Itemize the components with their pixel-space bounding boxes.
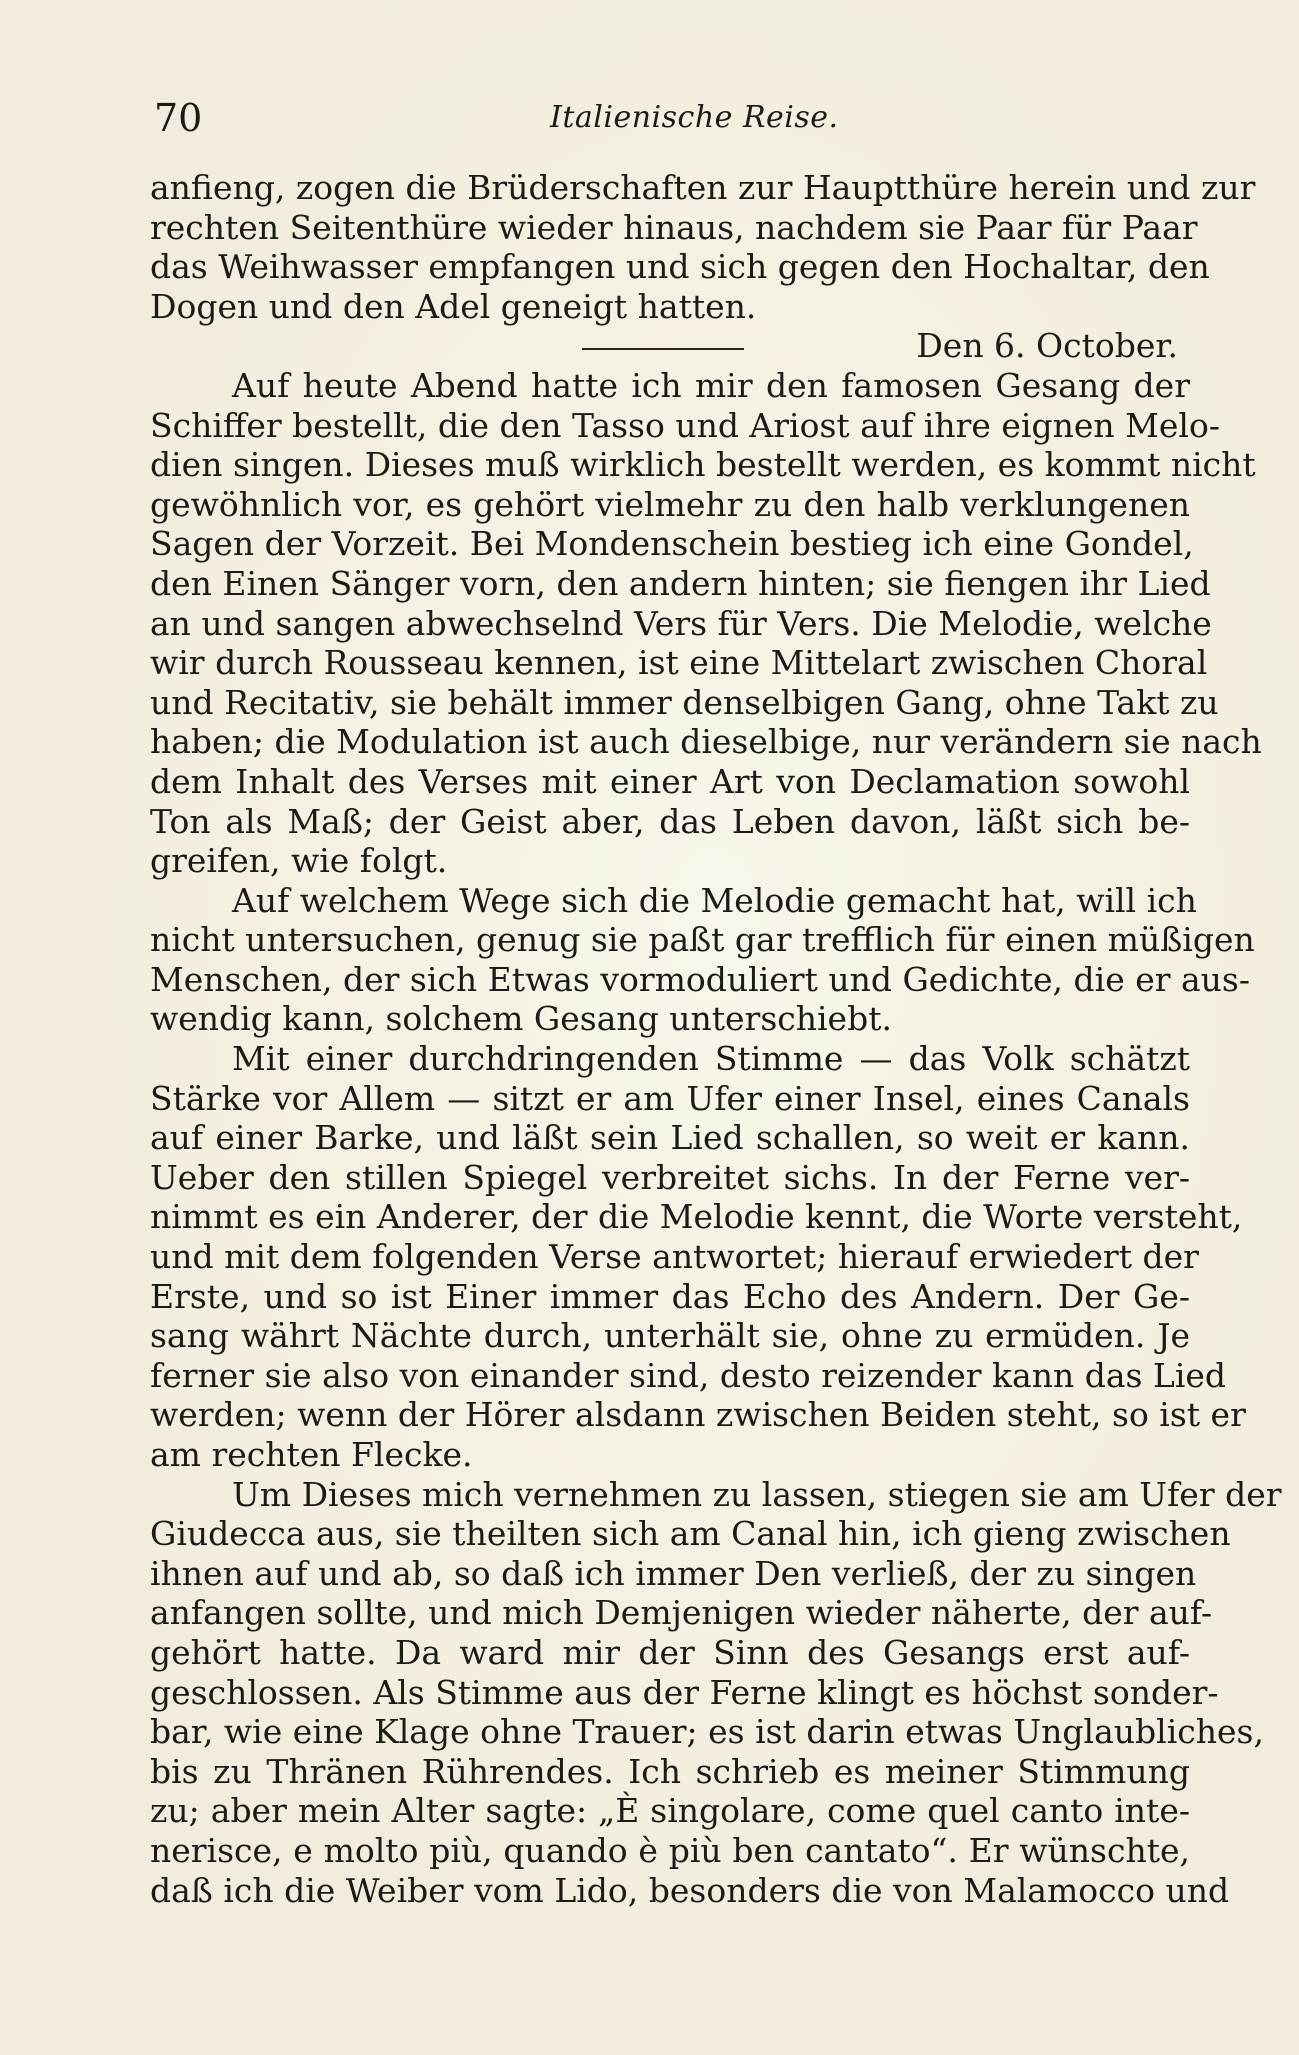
text-line: das Weihwasser empfangen und sich gegen den Hochaltar, den [150,247,1210,287]
text-line: sang währt Nächte durch, unterhält sie, ohne zu ermüden. Je [150,1316,1190,1356]
page-header [150,96,1190,146]
text-line: gewöhnlich vor, es gehört vielmehr zu den halb verklungenen [150,484,1190,524]
text-line: ihnen auf und ab, so daß ich immer Den verließ, der zu singen [150,1553,1197,1593]
text-line: bis zu Thränen Rührendes. Ich schrieb es meiner Stimmung [150,1751,1190,1791]
text-line: Mit einer durchdringenden Stimme — das Volk schätzt [232,1039,1190,1079]
section-break [150,326,1190,366]
text-line: bar, wie eine Klage ohne Trauer; es ist darin etwas Unglaubliches, [150,1712,1264,1752]
text-line: geschlossen. Als Stimme aus der Ferne klingt es höchst sonder- [150,1672,1219,1712]
text-block [150,168,1282,1910]
paragraph-4 [150,1474,1282,1911]
text-line: gehört hatte. Da ward mir der Sinn des Gesangs erst auf- [150,1632,1190,1672]
text-line: Sagen der Vorzeit. Bei Mondenschein bestieg ich eine Gondel, [150,524,1194,564]
text-line: dem Inhalt des Verses mit einer Art von Declamation sowohl [150,761,1190,801]
text-line: Ton als Maß; der Geist aber, das Leben davon, läßt sich be- [150,801,1190,841]
text-line: und Recitativ, sie behält immer denselbigen Gang, ohne Takt zu [150,682,1219,722]
text-line: greifen, wie folgt. [150,841,448,881]
text-line: am rechten Flecke. [150,1435,473,1474]
text-line: den Einen Sänger vorn, den andern hinten; sie fiengen ihr Lied [150,563,1211,603]
text-line: Stärke vor Allem — sitzt er am Ufer einer Insel, eines Canals [150,1078,1190,1118]
paragraph-3 [150,1039,1246,1475]
text-line: Menschen, der sich Etwas vormoduliert und Gedichte, die er aus- [150,959,1251,999]
text-line: Um Dieses mich vernehmen zu lassen, stiegen sie am Ufer der [232,1474,1282,1514]
text-line: anfieng, zogen die Brüderschaften zur Hauptthüre herein und zur [150,168,1256,207]
text-line: Auf welchem Wege sich die Melodie gemacht hat, will ich [232,880,1197,920]
text-line: nicht untersuchen, genug sie paßt gar trefflich für einen müßigen [150,920,1255,960]
text-line: auf einer Barke, und läßt sein Lied schallen, so weit er kann. [150,1118,1190,1158]
paragraph-continuation [150,168,1256,326]
text-line: Auf heute Abend hatte ich mir den famosen Gesang der [232,365,1190,405]
text-line: rechten Seitenthüre wieder hinaus, nachdem sie Paar für Paar [150,207,1198,247]
separator-rule [582,348,744,350]
text-line: Dogen und den Adel geneigt hatten. [150,286,757,326]
text-line: dien singen. Dieses muß wirklich bestellt werden, es kommt nicht [150,445,1256,485]
text-line: nimmt es ein Anderer, der die Melodie kennt, die Worte versteht, [150,1197,1243,1237]
text-line: Schiffer bestellt, die den Tasso und Ariost auf ihre eignen Melo- [150,405,1221,445]
text-line: Ueber den stillen Spiegel verbreitet sichs. In der Ferne ver- [150,1157,1190,1197]
text-line: wendig kann, solchem Gesang unterschiebt. [150,999,892,1039]
text-line: Giudecca aus, sie theilten sich am Canal hin, ich gieng zwischen [150,1514,1231,1554]
text-line: anfangen sollte, und mich Demjenigen wieder näherte, der auf- [150,1593,1213,1633]
text-line: haben; die Modulation ist auch dieselbige, nur verändern sie nach [150,722,1262,762]
text-line: Erste, und so ist Einer immer das Echo des Andern. Der Ge- [150,1276,1190,1316]
text-line: ferner sie also von einander sind, desto reizender kann das Lied [150,1355,1227,1395]
text-line: und mit dem folgenden Verse antwortet; hierauf erwiedert der [150,1237,1199,1277]
text-line: daß ich die Weiber vom Lido, besonders die von Malamocco und [150,1870,1230,1910]
text-line: werden; wenn der Hörer alsdann zwischen Beiden steht, so ist er [150,1395,1246,1435]
text-line: zu; aber mein Alter sagte: „È singolare, come quel canto inte- [150,1791,1190,1831]
dateline: Den 6. October. [916,326,1178,366]
text-line: nerisce, e molto più, quando è più ben cantato“. Er wünschte, [150,1830,1190,1870]
page-number: 70 [154,96,203,140]
paragraph-1 [150,365,1262,881]
paragraph-2 [150,880,1255,1039]
text-line: wir durch Rousseau kennen, ist eine Mittelart zwischen Choral [150,643,1208,683]
text-line: an und sangen abwechselnd Vers für Vers. Die Melodie, welche [150,603,1212,643]
running-head: Italienische Reise. [550,100,839,135]
